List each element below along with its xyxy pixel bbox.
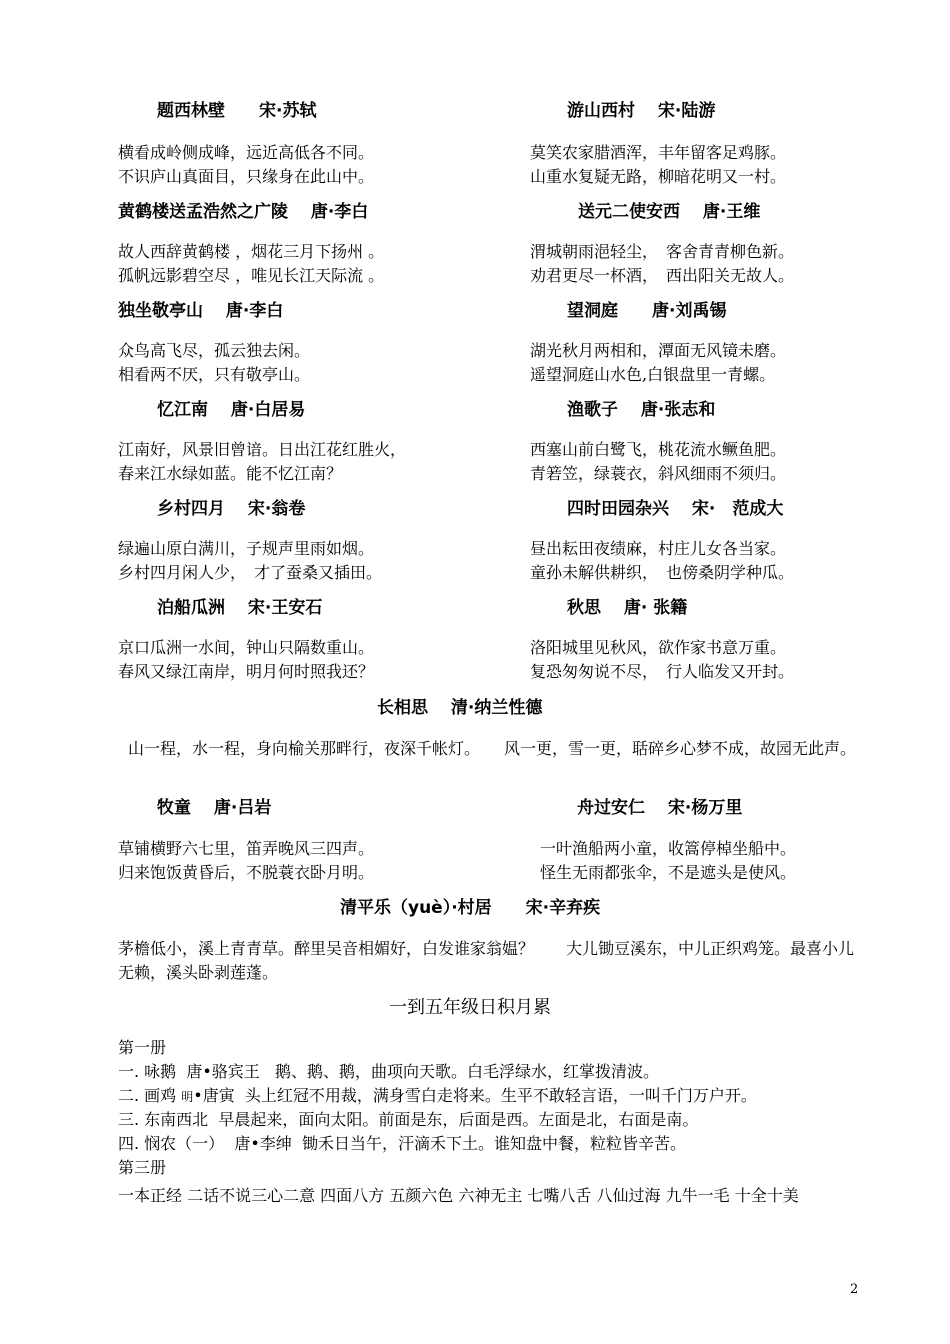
poem-line: 春来江水绿如蓝。能不忆江南？ — [118, 464, 343, 483]
poem-line: 复恐匆匆说不尽， 行人临发又开封。 — [530, 662, 795, 681]
poem-title: 黄鹤楼送孟浩然之广陵 唐·李白 — [118, 202, 369, 222]
poem-line: 山重水复疑无路，柳暗花明又一村。 — [530, 167, 787, 186]
poem-title: 渔歌子 唐·张志和 — [567, 400, 716, 420]
poem-line: 渭城朝雨浥轻尘， 客舍青青柳色新。 — [530, 242, 795, 261]
poem-title: 清平乐（yuè）·村居 宋·辛弃疾 — [340, 898, 601, 918]
poem-title: 游山西村 宋·陆游 — [567, 101, 716, 121]
poem-line: 横看成岭侧成峰，远近高低各不同。 — [118, 143, 375, 162]
poem-paragraph: 山一程，水一程，身向榆关那畔行，夜深千帐灯。 风一更，雪一更，聒碎乡心梦不成，故园无此声。 — [128, 739, 857, 758]
poem-line: 春风又绿江南岸，明月何时照我还？ — [118, 662, 375, 681]
poem-title: 泊船瓜洲 宋·王安石 — [157, 598, 323, 618]
poem-line: 昼出耘田夜绩麻，村庄儿女各当家。 — [530, 539, 787, 558]
poem-line: 江南好，风景旧曾谙。日出江花红胜火， — [118, 440, 407, 459]
poem-line: 洛阳城里见秋风，欲作家书意万重。 — [530, 638, 787, 657]
poem-title: 乡村四月 宋·翁卷 — [157, 499, 306, 519]
poem-line: 乡村四月闲人少， 才了蚕桑又插田。 — [118, 563, 383, 582]
poem-line: 相看两不厌，只有敬亭山。 — [118, 365, 311, 384]
item-body: 早晨起来，面向太阳。前面是东，后面是西。左面是北，右面是南。 — [218, 1110, 699, 1129]
item-head: 一. 咏鹅 唐•骆宾王 — [118, 1062, 276, 1081]
book-label: 第一册 — [118, 1038, 167, 1057]
poem-line: 不识庐山真面目，只缘身在此山中。 — [118, 167, 375, 186]
poem-title: 长相思 清·纳兰性德 — [377, 698, 543, 718]
item-head: 三. 东南西北 — [118, 1110, 219, 1129]
item-head: 二. 画鸡 — [118, 1086, 182, 1105]
poem-line: 劝君更尽一杯酒， 西出阳关无故人。 — [530, 266, 795, 285]
item-head-small: 明 — [181, 1090, 194, 1104]
list-item — [118, 1133, 686, 1155]
poem-line: 青箬笠，绿蓑衣，斜风细雨不须归。 — [530, 464, 787, 483]
section-heading: 一到五年级日积月累 — [389, 997, 551, 1018]
poem-title: 忆江南 唐·白居易 — [157, 400, 306, 420]
item-body: 头上红冠不用裁，满身雪白走将来。生平不敢轻言语，一叫千门万户开。 — [244, 1086, 757, 1105]
poem-title: 望洞庭 唐·刘禹锡 — [567, 301, 727, 321]
list-item — [118, 1085, 757, 1108]
item-body: 鹅、鹅、鹅，曲项向天歌。白毛浮绿水，红掌拨清波。 — [275, 1062, 660, 1081]
poem-title: 送元二使安西 唐·王维 — [578, 202, 761, 222]
list-item — [118, 1061, 659, 1083]
poem-title: 独坐敬亭山 唐·李白 — [118, 301, 284, 321]
poem-line: 怪生无雨都张伞，不是遮头是使风。 — [540, 863, 797, 882]
poem-line: 童孙未解供耕织， 也傍桑阴学种瓜。 — [530, 563, 795, 582]
poem-title: 题西林壁 宋·苏轼 — [157, 101, 317, 121]
idiom-list: 一本正经 二话不说三心二意 四面八方 五颜六色 六神无主 七嘴八舌 八仙过海 九牛一毛 十全十美 — [118, 1186, 799, 1205]
poem-line: 孤帆远影碧空尽 ，唯见长江天际流 。 — [118, 266, 385, 285]
item-head: •唐寅 — [193, 1086, 245, 1105]
poem-title: 舟过安仁 宋·杨万里 — [577, 798, 743, 818]
poem-line: 一叶渔船两小童，收篙停棹坐船中。 — [540, 839, 797, 858]
poem-title: 秋思 唐· 张籍 — [567, 598, 688, 618]
poem-line: 草铺横野六七里，笛弄晚风三四声。 — [118, 839, 375, 858]
book-label: 第三册 — [118, 1158, 167, 1177]
poem-line: 京口瓜洲一水间，钟山只隔数重山。 — [118, 638, 375, 657]
poem-line: 故人西辞黄鹤楼 ，烟花三月下扬州 。 — [118, 242, 385, 261]
item-head: 四. 悯农（一） 唐•李绅 — [118, 1134, 302, 1153]
poem-line: 莫笑农家腊酒浑，丰年留客足鸡豚。 — [530, 143, 787, 162]
item-body: 锄禾日当午，汗滴禾下土。谁知盘中餐，粒粒皆辛苦。 — [301, 1134, 686, 1153]
poem-paragraph: 茅檐低小，溪上青青草。醉里吴音相媚好，白发谁家翁媪？ 大儿锄豆溪东，中儿正织鸡笼。最喜小儿无赖，溪头卧剥莲蓬。 — [118, 939, 855, 982]
poem-line: 归来饱饭黄昏后，不脱蓑衣卧月明。 — [118, 863, 375, 882]
poem-line: 遥望洞庭山水色,白银盘里一青螺。 — [530, 365, 776, 384]
poem-line: 绿遍山原白满川，子规声里雨如烟。 — [118, 539, 375, 558]
poem-line: 众鸟高飞尽，孤云独去闲。 — [118, 341, 311, 360]
poem-line: 西塞山前白鹭飞，桃花流水鳜鱼肥。 — [530, 440, 787, 459]
page-number: 2 — [850, 1282, 859, 1297]
poem-title: 四时田园杂兴 宋· 范成大 — [567, 499, 784, 519]
poem-line: 湖光秋月两相和，潭面无风镜未磨。 — [530, 341, 787, 360]
poem-title: 牧童 唐·吕岩 — [157, 798, 272, 818]
list-item — [118, 1109, 698, 1131]
